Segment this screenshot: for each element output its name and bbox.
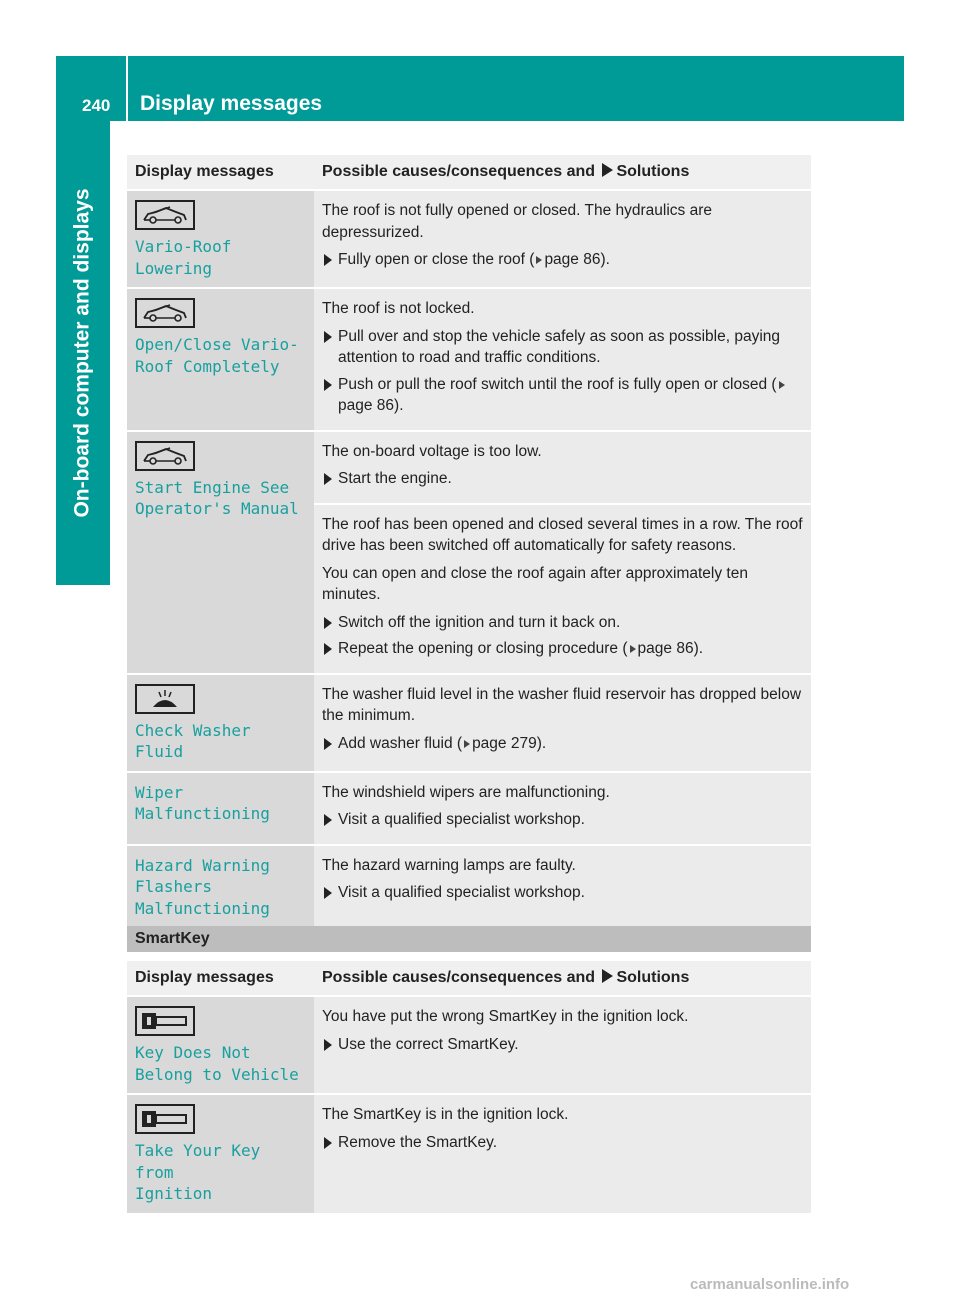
page-ref-icon <box>779 381 785 389</box>
smartkey-icon <box>135 1104 195 1134</box>
cause-cell <box>314 773 811 844</box>
side-tab <box>56 121 110 585</box>
step-arrow-icon <box>324 617 332 629</box>
arrow-icon <box>602 163 613 177</box>
cause-cell <box>314 997 811 1093</box>
step-text: Fully open or close the roof ( <box>338 251 535 268</box>
header-causes-solutions <box>314 969 811 987</box>
message-cell <box>127 1095 314 1213</box>
step-text: Pull over and stop the vehicle safely as soon as possible, paying attention to road and traffic conditions. <box>338 327 781 366</box>
cause-text: The roof is not fully opened or closed. The hydraulics are depressurized. <box>322 202 713 241</box>
cause-cell <box>314 432 811 503</box>
message-cell <box>127 773 314 844</box>
causes-column <box>314 432 811 673</box>
page-ref-icon <box>464 740 470 748</box>
step-arrow-icon <box>324 331 332 343</box>
causes-column <box>314 1095 811 1213</box>
convertible-roof-icon <box>135 298 195 328</box>
header-causes-label: Possible causes/consequences and <box>322 163 596 180</box>
smartkey-messages-table <box>127 961 811 1215</box>
side-tab-label: On-board computer and displays <box>71 188 94 518</box>
section-title-smartkey: SmartKey <box>127 926 811 952</box>
page-number: 240 <box>82 96 111 115</box>
table-row <box>127 997 811 1093</box>
message-cell <box>127 846 314 928</box>
step-text: Start the engine. <box>338 470 452 487</box>
display-message-text: Start Engine See Operator's Manual <box>135 477 299 518</box>
display-message-text: Hazard Warning Flashers Malfunctioning <box>135 855 270 918</box>
solution-step <box>322 326 803 369</box>
step-text-end: ). <box>600 251 610 268</box>
table-row <box>127 675 811 771</box>
causes-column <box>314 289 811 430</box>
page-title: Display messages <box>140 92 323 115</box>
table-header <box>127 155 811 189</box>
cause-text: The roof has been opened and closed several times in a row. The roof drive has been switched off automatically for safety reasons. <box>322 515 803 554</box>
washer-fluid-icon <box>135 684 195 714</box>
cause-text: The hazard warning lamps are faulty. <box>322 856 576 874</box>
header-solutions-label: Solutions <box>616 969 690 986</box>
solution-step <box>322 638 803 660</box>
solution-step <box>322 882 803 904</box>
step-text: Push or pull the roof switch until the roof is fully open or closed ( <box>338 375 777 393</box>
header-display-messages: Display messages <box>135 969 274 986</box>
table-row <box>127 432 811 673</box>
header-causes-label: Possible causes/consequences and <box>322 969 596 986</box>
step-arrow-icon <box>324 1039 332 1051</box>
display-message-text: Check Washer Fluid <box>135 720 251 761</box>
cause-text: The on-board voltage is too low. <box>322 442 542 460</box>
table-row <box>127 191 811 287</box>
display-message-text: Open/Close Vario- Roof Completely <box>135 335 299 376</box>
step-text: Use the correct SmartKey. <box>338 1035 519 1053</box>
cause-text: The roof is not locked. <box>322 300 475 317</box>
cause-cell <box>314 1095 811 1213</box>
table-row <box>127 1095 811 1213</box>
step-arrow-icon <box>324 643 332 655</box>
page-reference[interactable]: page 279 <box>472 734 537 752</box>
page-reference[interactable]: page 86 <box>338 397 395 414</box>
solution-step <box>322 1034 803 1056</box>
solution-step <box>322 809 803 831</box>
smartkey-icon <box>135 1006 195 1036</box>
display-messages-table <box>127 155 811 929</box>
message-cell <box>127 191 314 287</box>
watermark: carmanualsonline.info <box>690 1276 850 1293</box>
page-reference[interactable]: page 86 <box>544 251 601 268</box>
step-text: Add washer fluid ( <box>338 734 463 752</box>
step-text: Remove the SmartKey. <box>338 1133 498 1151</box>
step-arrow-icon <box>324 379 332 391</box>
causes-column <box>314 675 811 771</box>
message-cell <box>127 432 314 673</box>
table-row <box>127 846 811 928</box>
display-message-text: Take Your Key from Ignition <box>135 1141 261 1203</box>
solution-step <box>322 374 803 417</box>
display-message-text: Wiper Malfunctioning <box>135 782 270 823</box>
step-text-end: ). <box>394 397 404 414</box>
causes-column <box>314 997 811 1093</box>
header-causes-solutions <box>314 163 811 181</box>
page-ref-icon <box>536 256 542 264</box>
cause-cell <box>314 675 811 771</box>
step-arrow-icon <box>324 814 332 826</box>
solution-step <box>322 468 803 490</box>
header-display-messages: Display messages <box>135 163 274 180</box>
message-cell <box>127 289 314 430</box>
message-cell <box>127 997 314 1093</box>
step-text-end: ). <box>693 640 704 657</box>
step-text: Visit a qualified specialist workshop. <box>338 884 585 901</box>
causes-column <box>314 846 811 928</box>
display-message-text: Vario-Roof Lowering <box>135 237 232 278</box>
step-text: Repeat the opening or closing procedure ( <box>338 640 628 657</box>
step-arrow-icon <box>324 254 332 266</box>
cause-text: The washer fluid level in the washer fluid reservoir has dropped below the minimum. <box>322 685 802 724</box>
cause-cell <box>314 846 811 928</box>
convertible-roof-icon <box>135 200 195 230</box>
cause-cell <box>314 289 811 430</box>
cause-text: The windshield wipers are malfunctioning. <box>322 783 610 801</box>
message-cell <box>127 675 314 771</box>
page-reference[interactable]: page 86 <box>637 640 694 657</box>
causes-column <box>314 773 811 844</box>
step-arrow-icon <box>324 1137 332 1149</box>
cause-text: The SmartKey is in the ignition lock. <box>322 1106 569 1123</box>
solution-step <box>322 249 803 271</box>
page-ref-icon <box>630 645 636 653</box>
arrow-icon <box>602 969 613 983</box>
step-text-end: ). <box>536 734 547 752</box>
convertible-roof-icon <box>135 441 195 471</box>
cause-cell <box>314 505 811 673</box>
display-message-text: Key Does Not Belong to Vehicle <box>135 1043 299 1084</box>
step-text: Switch off the ignition and turn it back on. <box>338 613 621 631</box>
step-arrow-icon <box>324 738 332 750</box>
step-text: Visit a qualified specialist workshop. <box>338 811 585 828</box>
step-arrow-icon <box>324 887 332 899</box>
header-solutions-label: Solutions <box>616 163 690 180</box>
solution-step <box>322 612 803 634</box>
table-row <box>127 773 811 844</box>
solution-step <box>322 1132 803 1154</box>
step-arrow-icon <box>324 473 332 485</box>
solution-step <box>322 733 803 755</box>
table-row <box>127 289 811 430</box>
table-header <box>127 961 811 995</box>
cause-text: You can open and close the roof again after approximately ten minutes. <box>322 564 748 603</box>
causes-column <box>314 191 811 287</box>
cause-cell <box>314 191 811 287</box>
cause-text: You have put the wrong SmartKey in the ignition lock. <box>322 1008 689 1025</box>
